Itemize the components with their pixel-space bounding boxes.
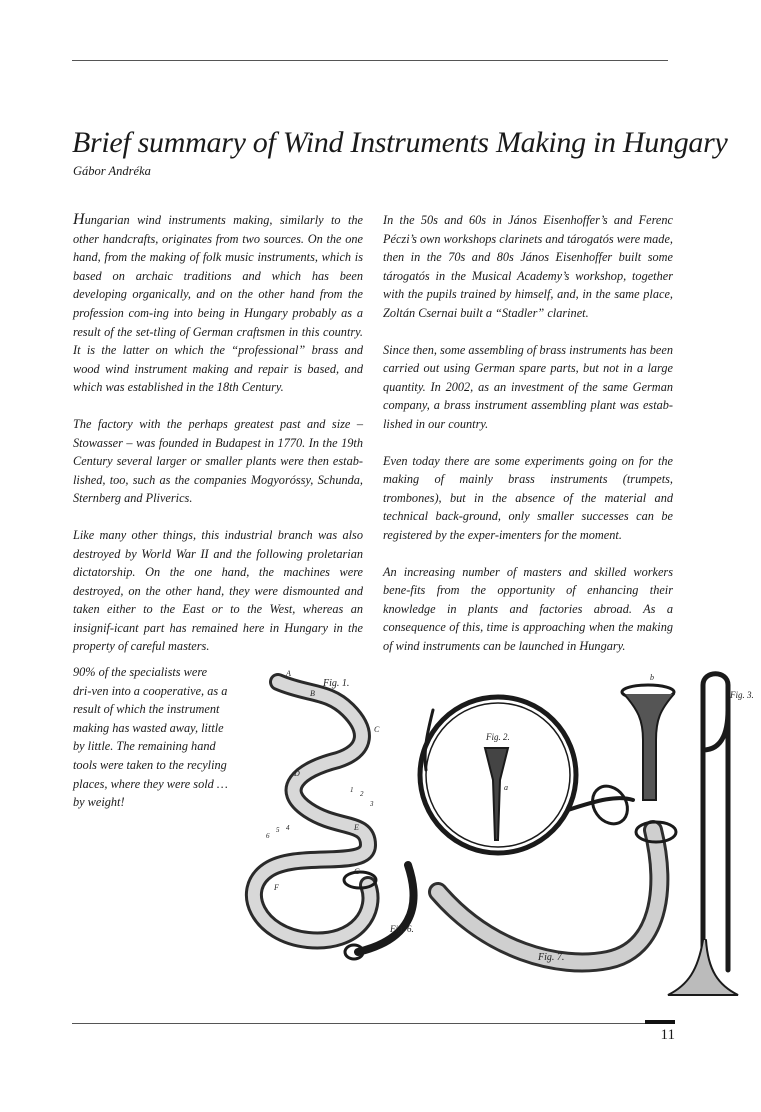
hole-number-2: 2 bbox=[360, 790, 364, 798]
letter-a: A bbox=[286, 669, 291, 678]
left-column bbox=[73, 211, 363, 674]
right-column bbox=[383, 211, 673, 673]
page-number: 11 bbox=[660, 1027, 675, 1043]
hole-number-4: 4 bbox=[286, 824, 290, 832]
paragraph-5: Since then, some assembling of brass instruments has been carried out using German spare parts, but not in a large quantity. In 2002, as an investment of the same German company, a brass instrument assembling plant was estab-lished in our country. bbox=[383, 342, 673, 431]
paragraph-2: The factory with the perhaps greatest past and size – Stowasser – was founded in Budapest in 1770. In the 19th Century several larger or smaller plants were then estab-lished, too, such as the companies Mogyoróssy, Schunda, Sternberg and Pliverics. bbox=[73, 416, 363, 506]
hole-number-1: 1 bbox=[350, 786, 354, 794]
letter-g: G bbox=[354, 867, 360, 876]
paragraph-4: In the 50s and 60s in János Eisenhoffer’s and Ferenc Péczi’s own workshops clarinets and tárogatós were made, then in the 70s and 80s János Eisenhoffer built some tárogatós in the Musical Academy’s workshop, together with the pupils trained by himself, and, in the same place, Zoltán Csernai built a “Stadler” clarinet. bbox=[383, 213, 673, 320]
letter-d: D bbox=[294, 769, 300, 778]
hole-number-6: 6 bbox=[266, 832, 270, 840]
folio-marker bbox=[645, 1020, 675, 1024]
hole-number-3: 3 bbox=[370, 800, 374, 808]
paragraph-7: An increasing number of masters and skilled workers bene-fits from the opportunity of enhancing their knowledge in plants and factories abroad. As a consequence of this, time is approaching when the making of wind instruments can be launched in Hungary. bbox=[383, 564, 673, 653]
drop-cap: H bbox=[73, 211, 85, 228]
engraving-illustration bbox=[238, 669, 754, 1010]
letter-a-lower: a bbox=[504, 783, 508, 792]
paragraph-1-text: ungarian wind instruments making, similarly to the other handcrafts, originates from two sources. On the one hand, from the making of folk music instruments, which is based on archaic traditions and which has been developing organically, and on the other hand from the profession com-ing into being in Hungary probably as a result of the set-tling of German craftsmen in this country. It is the latter on which the “professional” brass and wood wind instrument making and repair is based, and which was established in the 18th Century. bbox=[73, 213, 363, 395]
paragraph-6: Even today there are some experiments going on for the making of mainly brass instruments (trumpets, trombones), but in the absence of the material and technical back-ground, only smaller successes can be registered by the exper-imenters for the moment. bbox=[383, 453, 673, 542]
letter-c: C bbox=[374, 725, 380, 734]
article-author: Gábor Andréka bbox=[73, 164, 151, 178]
label-fig1: Fig. 1. bbox=[323, 678, 350, 689]
bottom-rule bbox=[72, 1023, 675, 1024]
sidebar-note: 90% of the specialists were dri-ven into a cooperative, as a result of which the instrument making has wasted away, little by little. The remaining hand tools were taken to the recyling places, where they were sold …by weight! bbox=[73, 665, 228, 810]
label-fig6: Fig. 6. bbox=[390, 924, 414, 934]
wind-instruments-engraving bbox=[238, 669, 754, 1010]
hole-number-5: 5 bbox=[276, 826, 280, 834]
long-trumpet bbox=[703, 674, 728, 970]
mouthpiece bbox=[485, 748, 508, 840]
letter-f: F bbox=[274, 883, 279, 892]
paragraph-1 bbox=[73, 211, 363, 397]
letter-e: E bbox=[354, 823, 359, 832]
paragraph-3: Like many other things, this industrial branch was also destroyed by World War II and the following proletarian dictatorship. On the one hand, the machines were destroyed, on the other hand, they were dismounted and taken either to the East or to the West, whereas an insignif-icant part has remained here in Hungary in the property of careful masters. bbox=[73, 527, 363, 654]
label-fig7: Fig. 7. bbox=[538, 952, 565, 963]
letter-b: B bbox=[310, 689, 315, 698]
label-fig3: Fig. 3. bbox=[730, 690, 754, 700]
article-title: Brief summary of Wind Instruments Making in Hungary bbox=[72, 126, 728, 159]
top-rule bbox=[72, 60, 668, 61]
letter-b-lower: b bbox=[650, 673, 654, 682]
label-fig2: Fig. 2. bbox=[486, 732, 510, 742]
